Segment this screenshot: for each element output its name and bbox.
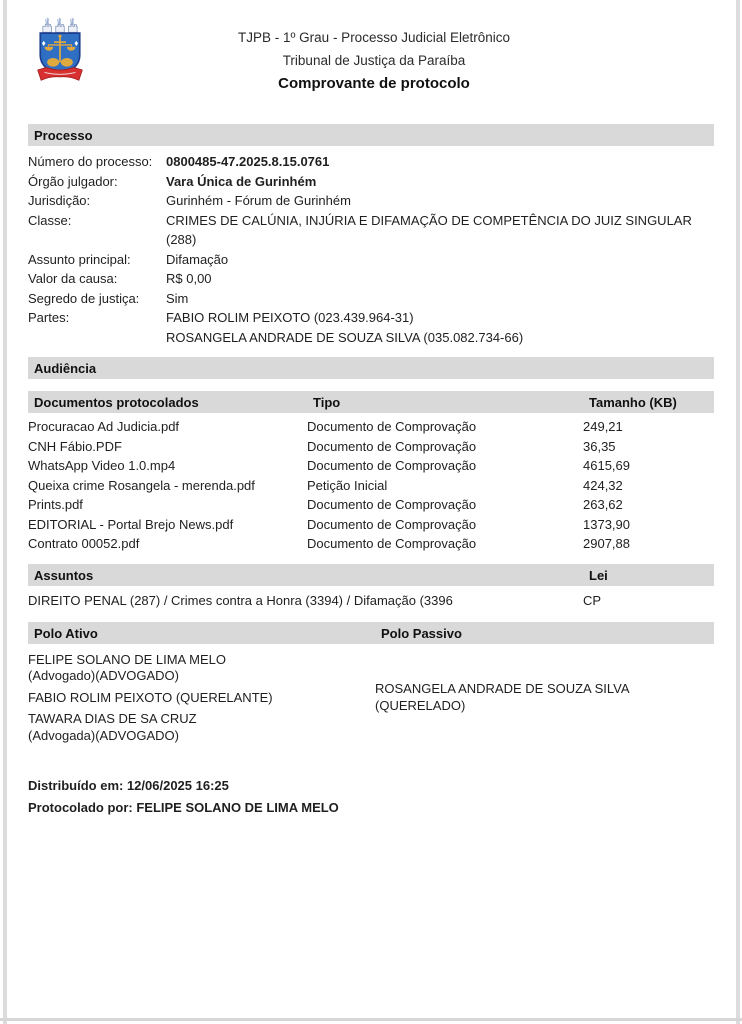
- field-row-classe: [28, 211, 714, 250]
- doc-name: WhatsApp Video 1.0.mp4: [28, 458, 176, 473]
- polo-passivo-entry: [375, 681, 714, 714]
- doc-name: Contrato 00052.pdf: [28, 536, 140, 551]
- col-header-polo-ativo: Polo Ativo: [34, 625, 98, 641]
- documents-table-body: [28, 417, 714, 554]
- section-bar-audiencia: Audiência: [28, 357, 714, 379]
- field-row-orgao: [28, 172, 714, 192]
- doc-name: CNH Fábio.PDF: [28, 438, 122, 454]
- field-value-parte-1: FABIO ROLIM PEIXOTO (023.439.964-31): [166, 310, 414, 325]
- polo-ativo-entry: [28, 690, 375, 707]
- col-header-tamanho: Tamanho (KB): [589, 395, 677, 410]
- doc-row: [28, 515, 714, 535]
- party-name: TAWARA DIAS DE SA CRUZ: [28, 711, 197, 726]
- doc-row: [28, 534, 714, 554]
- field-value-assunto: Difamação: [166, 251, 229, 267]
- field-value-segredo: Sim: [166, 290, 189, 306]
- doc-type: Documento de Comprovação: [307, 458, 477, 473]
- doc-type: Documento de Comprovação: [307, 516, 477, 532]
- party-role: (Advogado)(ADVOGADO): [28, 668, 179, 683]
- polo-passivo-list: [375, 652, 714, 750]
- section-bar-processo: Processo: [28, 124, 714, 146]
- field-label: Número do processo:: [28, 154, 153, 169]
- doc-row: [28, 495, 714, 515]
- assuntos-table-header: [28, 564, 714, 586]
- field-value-orgao: Vara Única de Gurinhém: [166, 173, 317, 189]
- doc-size: 263,62: [583, 497, 623, 512]
- doc-name: Queixa crime Rosangela - merenda.pdf: [28, 477, 255, 493]
- field-row-segredo: [28, 289, 714, 309]
- doc-row: [28, 437, 714, 457]
- party-role: (QUERELADO): [375, 697, 466, 713]
- field-label: Partes:: [28, 310, 70, 325]
- tjpb-coat-of-arms-icon: [34, 16, 90, 93]
- doc-size: 424,32: [583, 477, 623, 493]
- protocol-footer: [28, 775, 714, 819]
- doc-type: Documento de Comprovação: [307, 497, 477, 512]
- field-label: Classe:: [28, 212, 72, 228]
- polos-table-header: [28, 622, 714, 644]
- field-label: Segredo de justiça:: [28, 290, 140, 306]
- col-header-polo-passivo: Polo Passivo: [381, 625, 462, 641]
- assuntos-row: [28, 591, 714, 610]
- doc-size: 4615,69: [583, 458, 630, 473]
- col-header-lei: Lei: [589, 567, 608, 583]
- field-row-jurisdicao: [28, 191, 714, 211]
- col-header-tipo: Tipo: [313, 395, 341, 410]
- col-header-assuntos: Assuntos: [34, 567, 94, 583]
- party-role: (Advogada)(ADVOGADO): [28, 727, 179, 743]
- assunto-value: DIREITO PENAL (287) / Crimes contra a Honra (3394) / Difamação (3396: [28, 592, 453, 608]
- field-row-partes-2: [28, 328, 714, 348]
- field-value-jurisdicao: Gurinhém - Fórum de Gurinhém: [166, 193, 351, 208]
- doc-size: 36,35: [583, 438, 616, 454]
- polo-ativo-list: [28, 652, 375, 750]
- field-row-assunto: [28, 250, 714, 270]
- doc-name: Prints.pdf: [28, 497, 83, 512]
- doc-size: 249,21: [583, 419, 623, 434]
- field-row-partes-1: [28, 308, 714, 328]
- distributed-at: Distribuído em: 12/06/2025 16:25: [28, 778, 229, 793]
- doc-type: Documento de Comprovação: [307, 419, 477, 434]
- lei-value: CP: [583, 592, 602, 608]
- documents-table-header: [28, 391, 714, 413]
- doc-row: [28, 476, 714, 496]
- field-row-numero: [28, 152, 714, 172]
- header-court-line: Tribunal de Justiça da Paraíba: [282, 53, 466, 68]
- field-row-valor: [28, 269, 714, 289]
- doc-type: Petição Inicial: [307, 477, 388, 493]
- party-name: FELIPE SOLANO DE LIMA MELO: [28, 651, 226, 667]
- field-value-processo-number: 0800485-47.2025.8.15.0761: [166, 154, 330, 169]
- polo-ativo-entry: [28, 711, 375, 744]
- field-label: Assunto principal:: [28, 251, 131, 267]
- polo-ativo-entry: [28, 652, 375, 685]
- polos-body: [28, 652, 714, 750]
- field-label: Valor da causa:: [28, 271, 118, 286]
- processo-fields: [28, 152, 714, 347]
- doc-type: Documento de Comprovação: [307, 438, 477, 454]
- doc-name: EDITORIAL - Portal Brejo News.pdf: [28, 516, 234, 532]
- doc-name: Procuracao Ad Judicia.pdf: [28, 419, 180, 434]
- document-header: [28, 16, 714, 96]
- field-value-classe: CRIMES DE CALÚNIA, INJÚRIA E DIFAMAÇÃO DE COMPETÊNCIA DO JUIZ SINGULAR (288): [166, 212, 692, 247]
- field-label: Jurisdição:: [28, 193, 91, 208]
- doc-row: [28, 417, 714, 437]
- protocoled-by: Protocolado por: FELIPE SOLANO DE LIMA MELO: [28, 800, 339, 815]
- doc-size: 1373,90: [583, 516, 630, 532]
- field-value-valor: R$ 0,00: [166, 271, 212, 286]
- party-name: ROSANGELA ANDRADE DE SOUZA SILVA: [375, 681, 630, 697]
- page-title: Comprovante de protocolo: [278, 75, 470, 92]
- doc-type: Documento de Comprovação: [307, 536, 477, 551]
- col-header-documentos: Documentos protocolados: [34, 395, 199, 410]
- field-value-parte-2: ROSANGELA ANDRADE DE SOUZA SILVA (035.082.734-66): [166, 329, 524, 345]
- doc-size: 2907,88: [583, 536, 630, 551]
- field-label: [28, 328, 166, 348]
- page-edge-bottom: [0, 1018, 742, 1021]
- doc-row: [28, 456, 714, 476]
- header-system-line: TJPB - 1º Grau - Processo Judicial Eletrônico: [237, 30, 511, 45]
- field-label: Órgão julgador:: [28, 173, 118, 189]
- header-text-block: [90, 16, 714, 96]
- party-name: FABIO ROLIM PEIXOTO (QUERELANTE): [28, 689, 273, 705]
